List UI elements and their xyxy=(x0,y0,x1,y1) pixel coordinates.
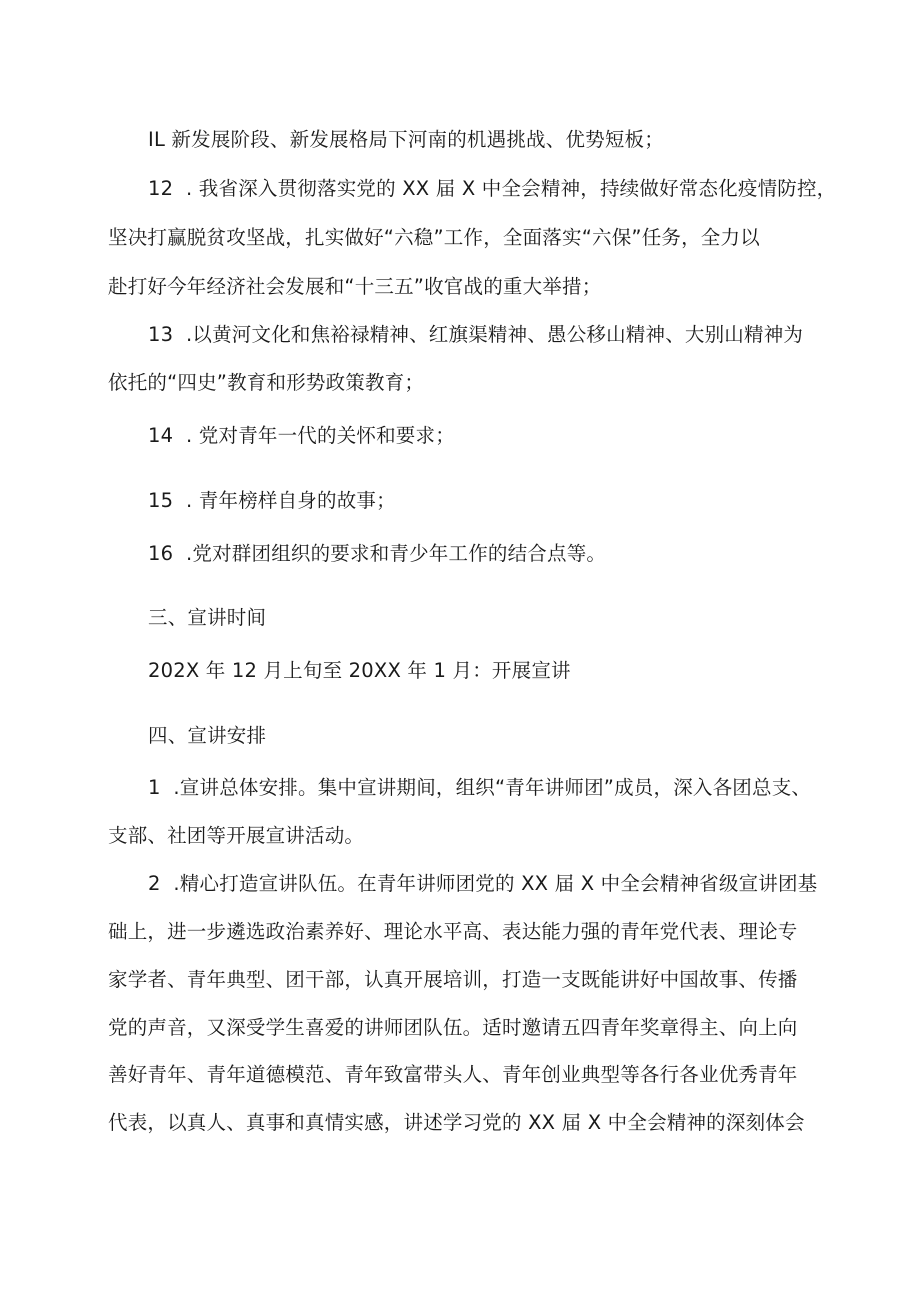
text-line: 支部、社团等开展宣讲活动。 xyxy=(108,824,365,847)
text-line: 党的声音，又深受学生喜爱的讲师团队伍。适时邀请五四青年奖章得主、向上向 xyxy=(108,1016,798,1039)
text-line: 依托的“四史”教育和形势政策教育； xyxy=(108,371,425,394)
text-line: 善好青年、青年道德模范、青年致富带头人、青年创业典型等各行各业优秀青年 xyxy=(108,1063,798,1086)
item-2-line: 2 .精心打造宣讲队伍。在青年讲师团党的 XX 届 X 中全会精神省级宣讲团基 xyxy=(148,872,818,895)
item-14-line: 14 . 党对青年一代的关怀和要求； xyxy=(148,424,455,447)
text-line: 代表，以真人、真事和真情实感，讲述学习党的 XX 届 X 中全会精神的深刻体会 xyxy=(108,1111,805,1134)
item-1-line: 1 .宣讲总体安排。集中宣讲期间，组织“青年讲师团”成员，深入各团总支、 xyxy=(148,776,812,799)
item-12-line: 12 . 我省深入贯彻落实党的 XX 届 X 中全会精神，持续做好常态化疫情防控， xyxy=(148,177,837,200)
text-line: IL 新发展阶段、新发展格局下河南的机遇挑战、优势短板； xyxy=(148,128,664,151)
schedule-line: 202X 年 12 月上旬至 20XX 年 1 月：开展宣讲 xyxy=(148,659,571,682)
text-line: 赴打好今年经济社会发展和“十三五”收官战的重大举措； xyxy=(108,275,602,298)
section-heading-time: 三、宣讲时间 xyxy=(148,606,267,629)
item-15-line: 15 . 青年榜样自身的故事； xyxy=(148,489,396,512)
text-line: 家学者、青年典型、团干部，认真开展培训，打造一支既能讲好中国故事、传播 xyxy=(108,968,798,991)
item-13-line: 13 .以黄河文化和焦裕禄精神、红旗渠精神、愚公移山精神、大别山精神为 xyxy=(148,323,804,346)
item-16-line: 16 .党对群团组织的要求和青少年工作的结合点等。 xyxy=(148,542,607,565)
section-heading-arrangement: 四、宣讲安排 xyxy=(148,724,267,747)
text-line: 础上，进一步遴选政治素养好、理论水平高、表达能力强的青年党代表、理论专 xyxy=(108,920,798,943)
text-line: 坚决打赢脱贫攻坚战，扎实做好“六稳”工作，全面落实“六保”任务，全力以 xyxy=(108,226,760,249)
